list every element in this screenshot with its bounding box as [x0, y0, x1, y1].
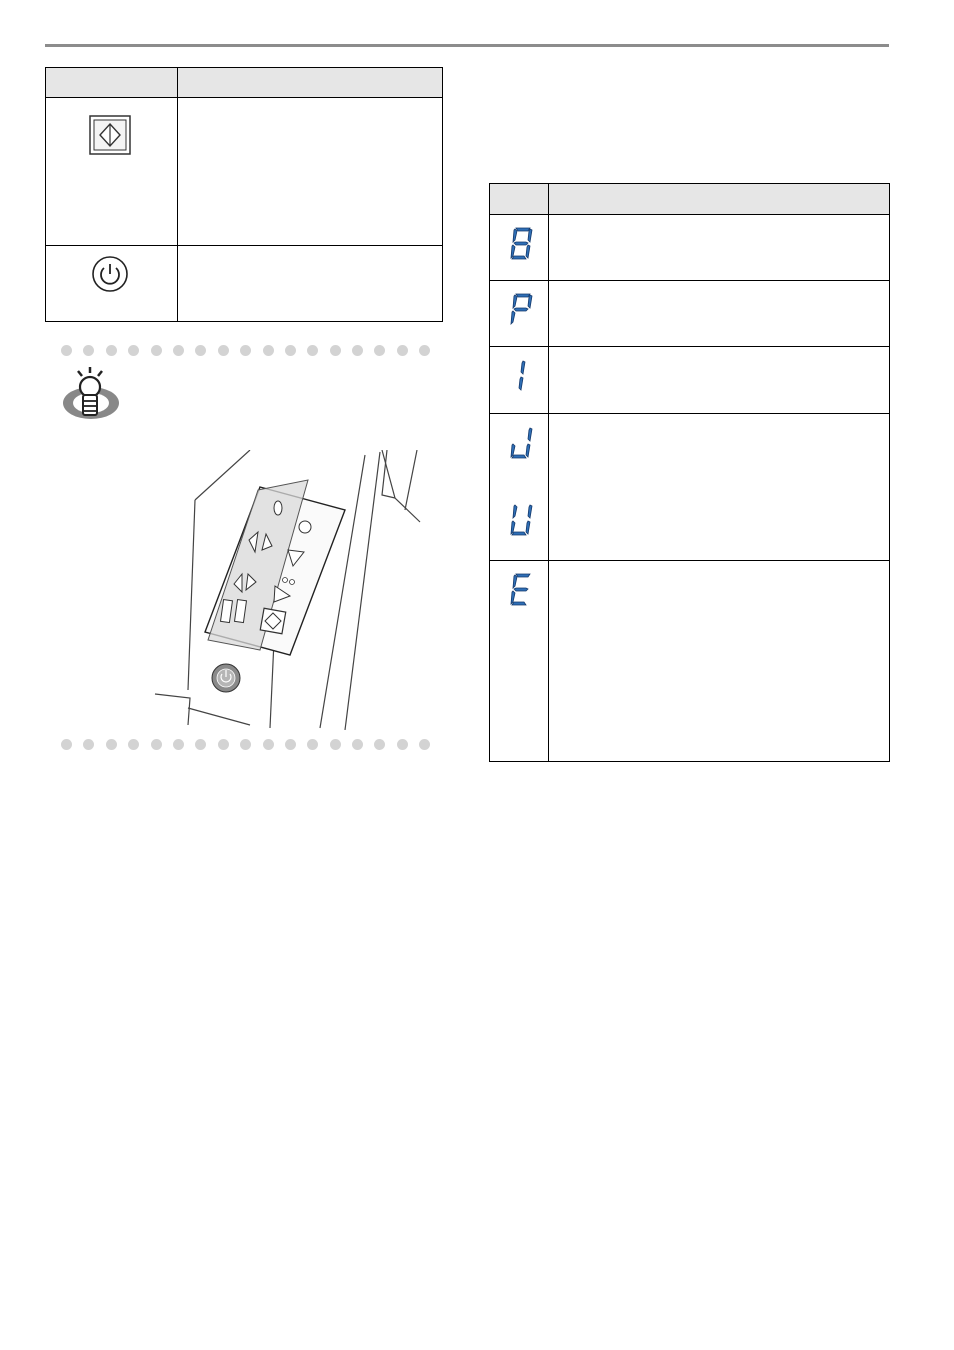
seven-segment-p-icon: [507, 292, 533, 328]
operator-panel-illustration: [150, 450, 440, 730]
power-button-icon: [91, 255, 129, 293]
table-header-row: [46, 68, 442, 98]
seven-segment-e-icon: [507, 572, 533, 608]
table-header-row: [490, 184, 889, 215]
hint-bottom-divider: [61, 739, 430, 751]
seven-segment-u-icon: [507, 502, 533, 538]
seven-segment-8-icon: [507, 226, 533, 262]
start-button-icon: [89, 115, 131, 155]
button-function-table: [45, 67, 443, 322]
function-number-display-table: [489, 183, 890, 762]
seven-segment-j-icon: [507, 425, 533, 461]
header-rule: [45, 44, 889, 47]
seven-segment-1-icon: [507, 358, 533, 394]
lightbulb-hint-icon: [60, 365, 126, 423]
hint-top-divider: [61, 345, 430, 357]
